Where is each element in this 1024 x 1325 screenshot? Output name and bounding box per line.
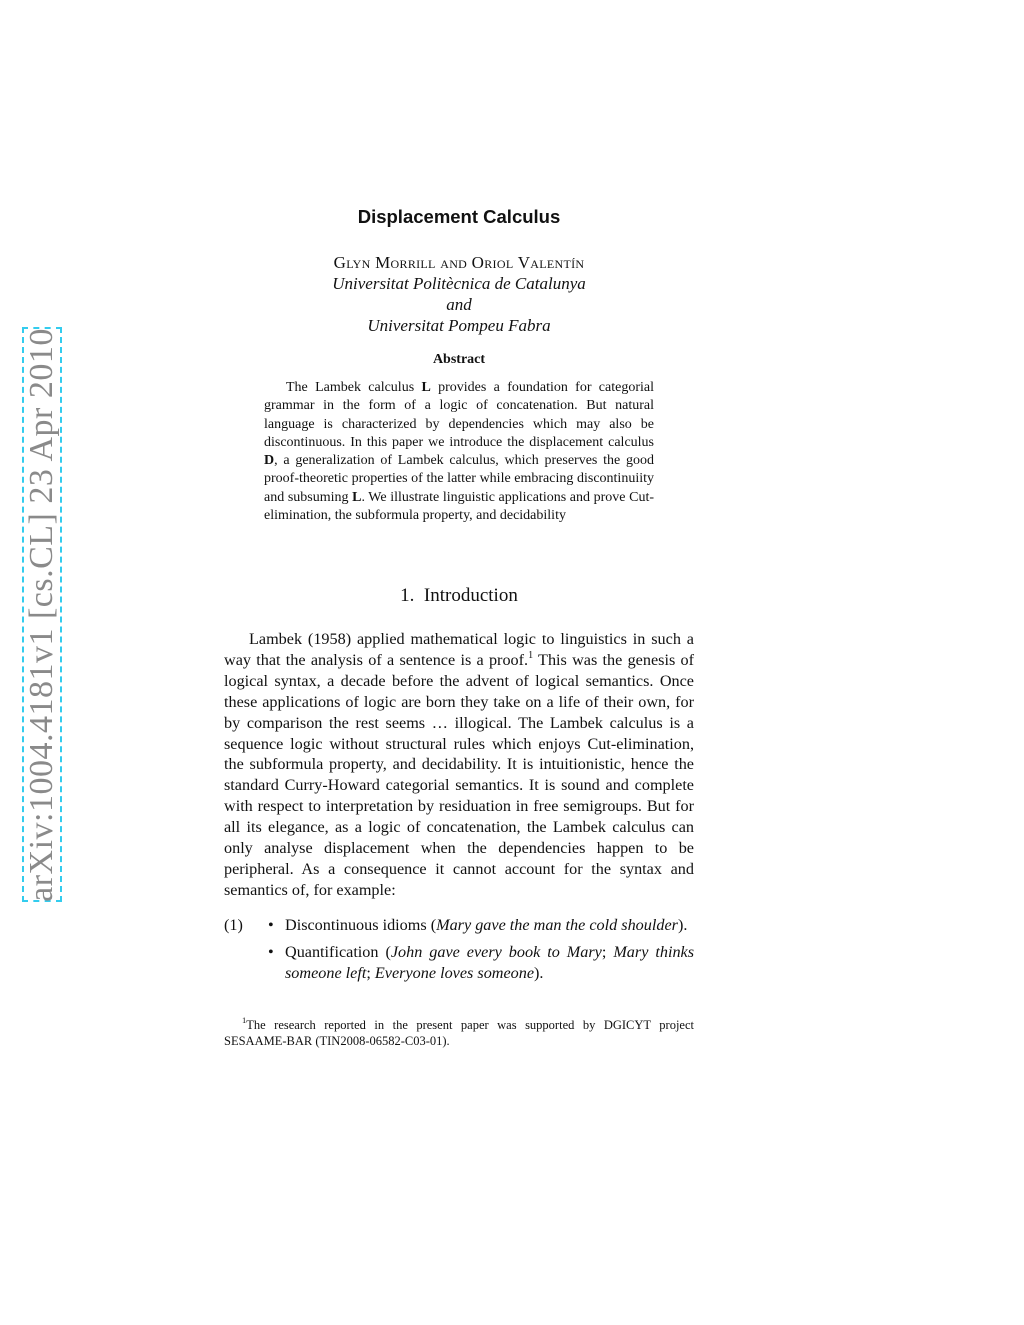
footnote [224, 1014, 694, 1049]
item1-italic: Mary gave the man the cold shoulder [436, 916, 678, 934]
footnote-text: The research reported in the present paper was supported by DGICYT project SESAAME-BAR (TIN2008-06582-C03-01). [224, 1018, 694, 1048]
section-title: Introduction [423, 585, 518, 606]
abstract-text-2: provides a foundation for categorial grammar in the form of a logic of concatenation. But natural language is characterized by dependencies which may also be discontinuous. In this paper we introduce the displacement calculus [264, 380, 654, 450]
intro-text-1: Lambek (1958) applied mathematical logic to linguistics in such a way that the analysis of a sentence is a proof. [224, 630, 694, 669]
abstract-bold-L: L [421, 380, 431, 395]
paper-title: Displacement Calculus [357, 206, 561, 227]
item2-italic-1: John gave every book to Mary [390, 942, 602, 961]
authors: Glyn Morrill and Oriol Valentín [333, 253, 585, 272]
item2-pre: Quantification ( [285, 942, 391, 961]
arxiv-stamp [22, 327, 62, 902]
bullet-icon: • [268, 916, 274, 934]
section-number: 1. [400, 585, 415, 606]
intro-paragraph [224, 629, 694, 901]
abstract-heading: Abstract [432, 352, 486, 367]
abstract-text-4: . We illustrate linguistic applications and prove Cut-elimination, the subformula property, and decidability [264, 489, 654, 524]
item1-post: ). [677, 916, 688, 934]
footnote-mark: 1 [242, 1014, 247, 1025]
example-number: (1) [224, 916, 243, 934]
item2-italic-2: Mary thinks someone left [285, 942, 695, 982]
example-list [224, 915, 694, 990]
abstract-text-3: , a generalization of Lambek calculus, which preserves the good proof-theoretic properties of the latter while embracing discontinuiity and subsuming [264, 453, 654, 505]
affiliation-join: and [446, 295, 472, 314]
item2-sep-2: ; [366, 963, 375, 982]
arxiv-stamp-text: arXiv:1004.4181v1 [cs.CL] 23 Apr 2010 [23, 327, 60, 902]
intro-text-2: This was the genesis of logical syntax, a decade before the advent of logical semantics. Once these applications of logic are born they take on a life of their own, for by comparison the rest seems … illogical. The Lambek calculus is a sequence logic without structural rules which enjoys Cut-elimination, the subformula property, and decidability. It is intuitionistic, hence the standard Curry-Howard categorial semantics. It is sound and complete with respect to interpretation by residuation in free semigroups. But for all its elegance, as a logic of concatenation, the Lambek calculus can only analyse displacement when the dependencies happen to be peripheral. As a consequence it cannot account for the syntax and semantics of, for example: [224, 650, 694, 899]
abstract-bold-L-2: L [352, 489, 362, 505]
abstract-text-1: The Lambek calculus [286, 380, 422, 395]
item2-sep-1: ; [601, 942, 614, 961]
abstract-body [264, 379, 654, 525]
footnote-marker: 1 [528, 649, 534, 661]
item1-pre: Discontinuous idioms ( [285, 916, 437, 934]
affiliation-1: Universitat Politècnica de Catalunya [332, 274, 586, 293]
example-item-2 [268, 942, 695, 984]
author-block [224, 252, 694, 336]
item2-italic-3: Everyone loves someone [374, 963, 535, 982]
section-heading [224, 585, 694, 607]
bullet-icon: • [268, 942, 274, 961]
example-item-1 [268, 915, 694, 936]
affiliation-2: Universitat Pompeu Fabra [367, 316, 551, 335]
abstract-bold-D: D [264, 453, 275, 469]
item2-post: ). [534, 963, 544, 982]
